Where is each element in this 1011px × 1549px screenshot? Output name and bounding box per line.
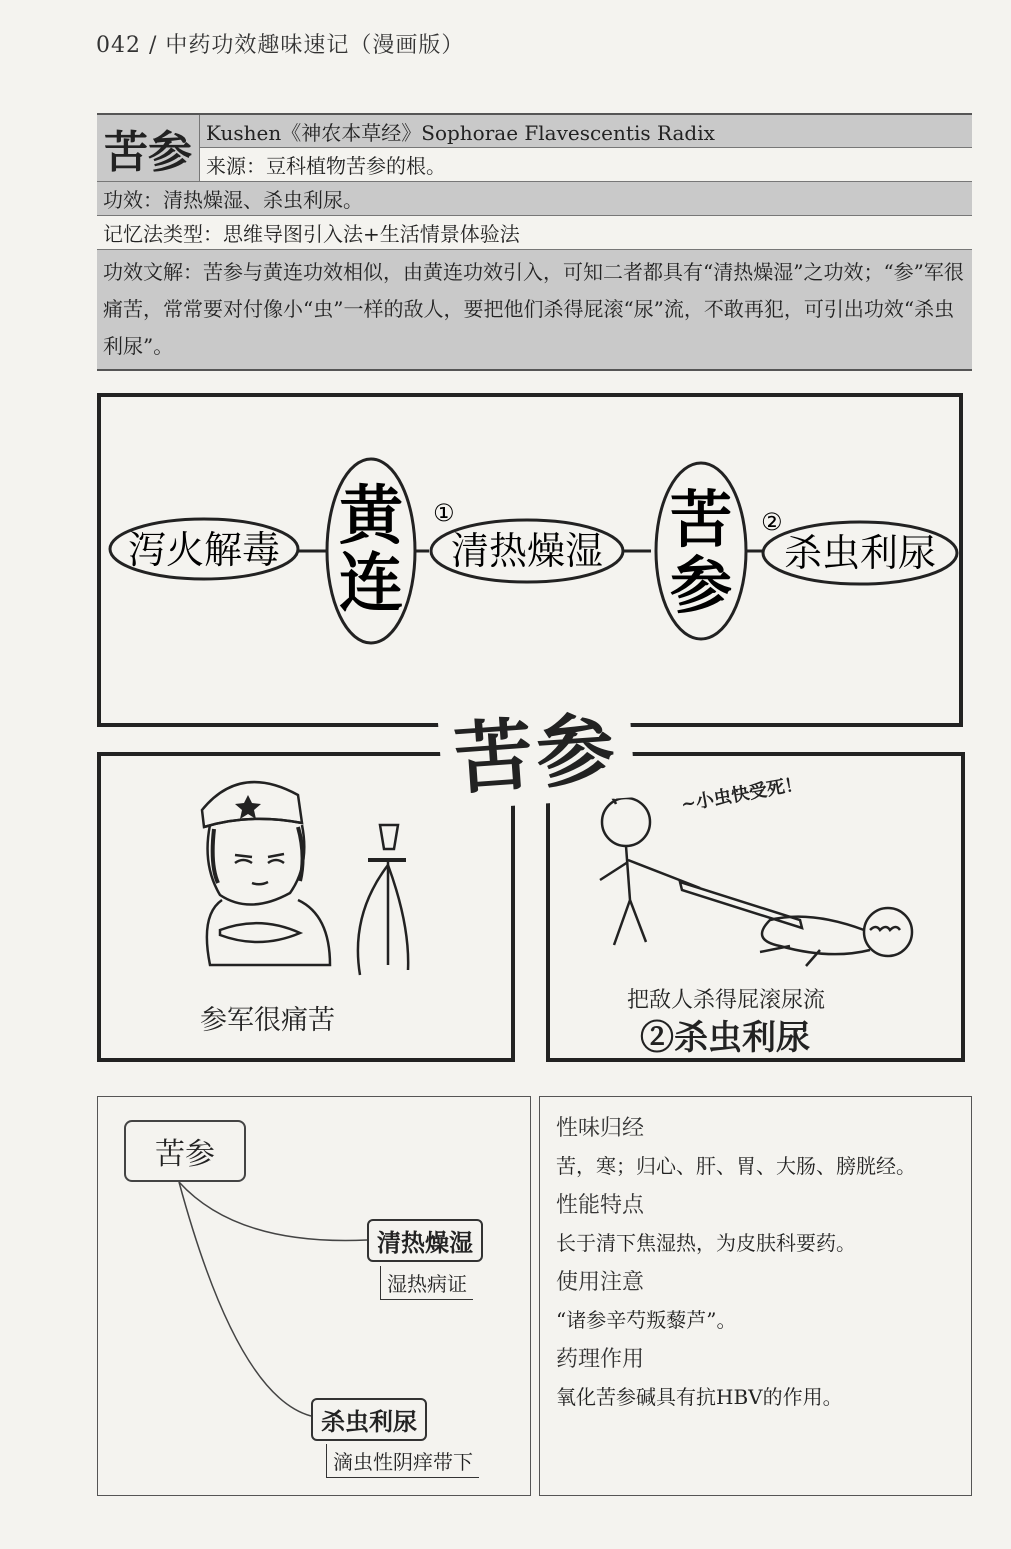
tree-branch-1: 清热燥湿 xyxy=(367,1219,483,1262)
shout-text: ~小虫快受死！ xyxy=(679,773,805,816)
herb-name: 苦参 xyxy=(97,115,200,181)
mindmap-node-right: 杀虫利尿 xyxy=(783,531,937,575)
property-heading-4: 药理作用 xyxy=(556,1347,645,1372)
herb-info-table xyxy=(97,113,972,371)
property-heading-3: 使用注意 xyxy=(556,1270,645,1295)
herb-name-details xyxy=(200,115,972,181)
efficacy-text: 清热燥湿、杀虫利尿。 xyxy=(163,188,363,212)
mindmap-node-mid: 清热燥湿 xyxy=(450,529,604,573)
property-heading-2: 性能特点 xyxy=(556,1193,645,1218)
mindmap-node-huanglian-1: 黄 xyxy=(339,480,403,554)
herb-source-reference: Kushen《神农本草经》Sophorae Flavescentis Radix xyxy=(200,115,972,148)
mindmap-node-huanglian-2: 连 xyxy=(339,547,403,621)
mindmap-diagram xyxy=(97,393,963,727)
tree-root: 苦参 xyxy=(124,1120,246,1182)
page-number: 042 xyxy=(96,33,141,58)
mindmap-number-2: ② xyxy=(761,508,783,536)
efficacy-label: 功效： xyxy=(103,188,163,212)
left-panel-caption: 参军很痛苦 xyxy=(200,1005,335,1036)
soldier-illustration xyxy=(180,765,420,985)
properties-box xyxy=(539,1096,972,1496)
explain-label: 功效文解： xyxy=(103,260,203,284)
tree-branch-2-sub: 滴虫性阴痒带下 xyxy=(326,1444,479,1478)
right-panel-caption: 把敌人杀得屁滚尿流 xyxy=(627,988,826,1013)
property-text-4: 氧化苦参碱具有抗HBV的作用。 xyxy=(556,1385,843,1409)
explain-text: 苦参与黄连功效相似，由黄连功效引入，可知二者都具有“清热燥湿”之功效；“参”军很痛苦，常常要对付像小“虫”一样的敌人，要把他们杀得屁滚“尿”流，不敢再犯，可引出功效“杀虫利尿”。 xyxy=(103,260,964,358)
header-separator: / xyxy=(149,33,158,58)
page-header xyxy=(96,28,464,59)
efficacy-row xyxy=(97,182,972,216)
tree-branch-1-sub: 湿热病证 xyxy=(380,1266,473,1300)
mindmap-node-kushen-1: 苦 xyxy=(669,483,733,556)
memory-type-row xyxy=(97,216,972,250)
property-heading-1: 性味归经 xyxy=(556,1116,645,1141)
right-panel-efficacy: ②杀虫利尿 xyxy=(640,1018,810,1058)
mindmap-number-1: ① xyxy=(433,499,455,527)
herb-name-row xyxy=(97,115,972,182)
herb-origin: 来源：豆科植物苦参的根。 xyxy=(200,148,972,180)
book-title: 中药功效趣味速记（漫画版） xyxy=(165,33,465,58)
comic-title: 苦参 xyxy=(436,685,635,810)
mindmap-node-kushen-2: 参 xyxy=(669,549,733,622)
property-text-1: 苦，寒；归心、肝、胃、大肠、膀胱经。 xyxy=(556,1154,916,1178)
tree-branch-2: 杀虫利尿 xyxy=(311,1398,427,1441)
property-text-2: 长于清下焦湿热，为皮肤科要药。 xyxy=(556,1231,856,1255)
mindmap-node-left: 泻火解毒 xyxy=(127,528,281,572)
property-text-3: “诸参辛芍叛藜芦”。 xyxy=(556,1308,737,1332)
explain-row xyxy=(97,250,972,369)
memory-type-label: 记忆法类型： xyxy=(103,222,223,246)
memory-type-text: 思维导图引入法+生活情景体验法 xyxy=(223,222,520,246)
